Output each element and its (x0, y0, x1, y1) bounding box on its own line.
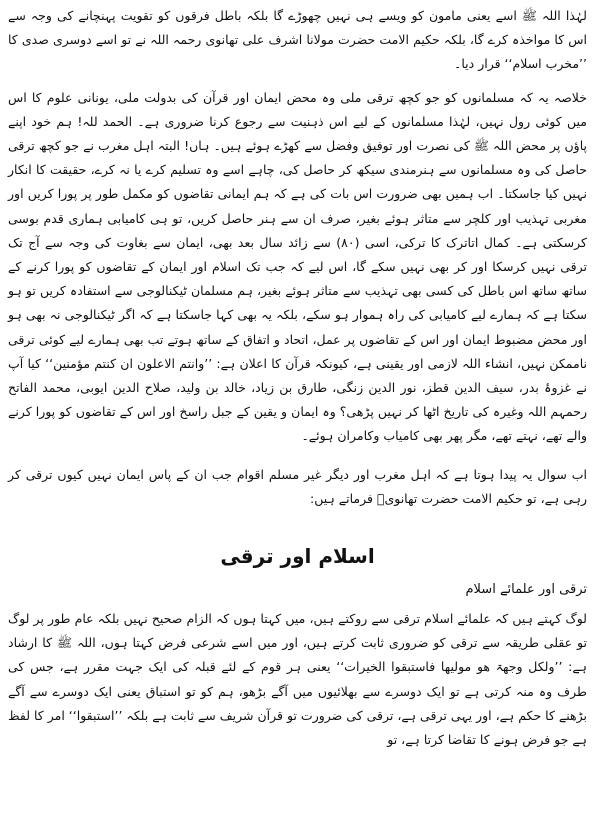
paragraph-progress-duty: لوگ کہتے ہیں کہ علمائے اسلام ترقی سے روکتے ہیں، میں کہتا ہوں کہ الزام صحیح نہیں بلکہ عام طور پر لوگ تو عقلی طریقہ سے ترقی کو ضروری ثابت کرتے ہیں، اور میں اسے شرعی فرض کہتا ہوں، اللہ ﷺ کا ارشاد ہے: ’’ولکل وجھۃ ھو مولیھا فاستبقوا الخیرات‘‘ یعنی ہر قوم کے لئے قبلہ کی ایک جہت مقرر ہے، جس کی طرف وہ منہ کرتی ہے تو ایک دوسرے سے بھلائیوں میں آگے بڑھو، ہم کو تو استباق یعنی ایک دوسرے سے آگے بڑھنے کا حکم ہے، اور یہی ترقی ہے، ترقی کی ضرورت تو قرآن شریف سے ثابت ہے بلکہ ’’استبقوا‘‘ امر کا لفظ ہے جو فرض ہونے کا تقاضا کرتا ہے، تو (8, 611, 587, 748)
paragraph-summary: خلاصہ یہ کہ مسلمانوں کو جو کچھ ترقی ملی وہ محض ایمان اور قرآن کی بدولت ملی، یونانی علوم کا اس میں کوئی رول نہیں، لہٰذا مسلمانوں کے لیے اس ذہنیت سے رجوع کرنا ضروری ہے۔ الحمد للہ! ہم خود اپنے پاؤں پر محض اللہ ﷺ کی نصرت اور توفیق وفضل سے کھڑے ہوئے ہیں۔ ہاں! البتہ اہل مغرب نے جو کچھ ترقی حاصل کی وہ مسلمانوں سے ہنرمندی سیکھ کر حاصل کی، چاہے اسے وہ تسلیم کرے یا نہ کرے، حقیقت کا انکار نہیں کیا جاسکتا۔ اب ہمیں بھی ضرورت اس بات کی ہے کہ ہم ایمانی تقاضوں کو مکمل طور پر پورا کریں اور مغربی تہذیب اور کلچر سے متاثر ہوئے بغیر، صرف ان سے ہنر حاصل کریں، تو ہی کامیابی ہماری قدم بوسی کرسکتی ہے۔ کمال اتاترک کا ترکی، اسی (۸۰) سے زائد سال بعد بھی، ایمان سے بغاوت کی وجہ سے آج تک ترقی نہیں کرسکا اور کر بھی نہیں سکے گا، اس لیے کہ جب تک اسلام اور ایمان کے تقاضوں کو پورا کرنے کے ساتھ ساتھ اس باطل کی کسی بھی تہذیب سے متاثر ہوئے بغیر، ہم مسلمان ٹیکنالوجی سے استفادہ کریں تو ہو سکتا ہے کہ ہمارے لیے کامیابی کی راہ ہموار ہو سکے، بلکہ یہ بھی کہا جاسکتا ہے کہ اگر ٹیکنالوجی نہ بھی ہو اور محض مضبوط ایمان اور اس کے تقاضوں پر عمل، اتحاد و اتفاق کے ساتھ ہوتے تب بھی ہمارے لیے کوئی ترقی ناممکن نہیں، انشاء اللہ لازمی اور یقینی ہے، کیونکہ قرآن کا اعلان ہے: ’’وانتم الاعلون ان کنتم مؤمنین‘‘ کیا آپ نے غزوۂ بدر، سیف الدین قطز، نور الدین زنگی، طارق بن زیاد، خالد بن ولید، صلاح الدین ایوبی، محمد الفاتح رحمہم اللہ وغیرہ کی تاریخ اٹھا کر نہیں پڑھی؟ وہ ایمان و یقین کے جبل راسخ اور اس کے تقاضوں کو پورا کرنے والے تھے، نہتے تھے، مگر پھر بھی کامیاب وکامران ہوئے۔ (8, 89, 587, 444)
section-subheading: ترقی اور علمائے اسلام (465, 582, 587, 598)
paragraph-mamun-verdict: لہٰذا اللہ ﷺ اسے یعنی مامون کو ویسے ہی نہیں چھوڑے گا بلکہ باطل فرقوں کو تقویت پہنچانے کی وجہ سے اس کا مواخذہ کرے گا، بلکہ حکیم الامت حضرت مولانا اشرف علی تھانوی رحمہ اللہ نے تو اسے دوسری صدی کا ’’مخرب اسلام‘‘ قرار دیا۔ (8, 8, 587, 72)
paragraph-question: اب سوال یہ پیدا ہوتا ہے کہ اہل مغرب اور دیگر غیر مسلم اقوام جب ان کے پاس ایمان نہیں کیوں ترقی کر رہی ہے، تو حکیم الامت حضرت تھانویؒ فرماتے ہیں: (8, 466, 587, 506)
section-heading: اسلام اور ترقی (220, 544, 375, 569)
